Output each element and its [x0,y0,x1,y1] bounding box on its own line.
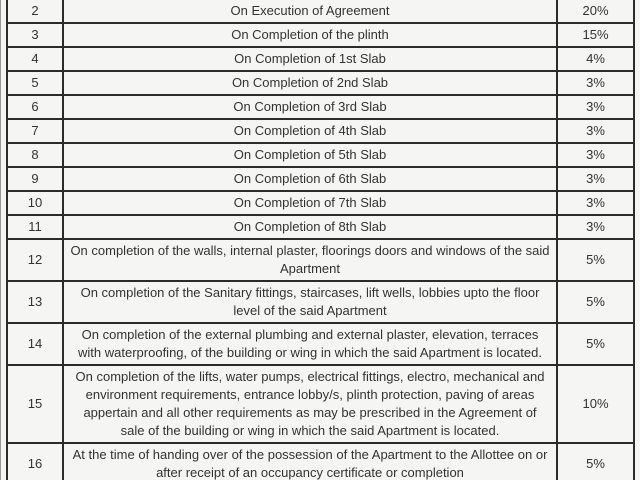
table-row [7,215,634,239]
serial-number-cell: 3 [7,23,63,47]
table-row [7,167,634,191]
serial-number-cell: 13 [7,281,63,323]
serial-number-cell: 14 [7,323,63,365]
percentage-cell: 3% [557,215,634,239]
percentage-cell: 5% [557,443,634,480]
milestone-description-cell: On Completion of 1st Slab [63,47,557,71]
serial-number-cell: 10 [7,191,63,215]
serial-number-cell: 6 [7,95,63,119]
milestone-description-cell: At the time of handing over of the possession of the Apartment to the Allottee on or after receipt of an occupancy certificate or completion [63,443,557,480]
table-row [7,191,634,215]
serial-number-cell: 5 [7,71,63,95]
milestone-description-cell: On Completion of 7th Slab [63,191,557,215]
payment-schedule-body [7,0,634,480]
percentage-cell: 5% [557,239,634,281]
serial-number-cell: 11 [7,215,63,239]
milestone-description-cell: On Completion of 5th Slab [63,143,557,167]
milestone-description-cell: On completion of the lifts, water pumps, electrical fittings, electro, mechanical and environment requirements, entrance lobby/s, plinth protection, paving of areas appertain and all other requirements as may be prescribed in the Agreement of sale of the building or wing in which the said Apartment is located. [63,365,557,443]
percentage-cell: 3% [557,71,634,95]
milestone-description-cell: On Completion of 8th Slab [63,215,557,239]
table-row [7,71,634,95]
percentage-cell: 3% [557,143,634,167]
percentage-cell: 4% [557,47,634,71]
percentage-cell: 15% [557,23,634,47]
milestone-description-cell: On completion of the Sanitary fittings, staircases, lift wells, lobbies upto the floor level of the said Apartment [63,281,557,323]
milestone-description-cell: On Completion of the plinth [63,23,557,47]
serial-number-cell: 15 [7,365,63,443]
table-row [7,119,634,143]
table-row [7,0,634,23]
percentage-cell: 20% [557,0,634,23]
milestone-description-cell: On Completion of 2nd Slab [63,71,557,95]
table-row [7,365,634,443]
serial-number-cell: 4 [7,47,63,71]
milestone-description-cell: On Completion of 4th Slab [63,119,557,143]
milestone-description-cell: On Completion of 6th Slab [63,167,557,191]
scan-edge-artifact [0,0,1,480]
milestone-description-cell: On Completion of 3rd Slab [63,95,557,119]
payment-schedule-table [6,0,635,480]
serial-number-cell: 2 [7,0,63,23]
percentage-cell: 3% [557,95,634,119]
table-row [7,95,634,119]
table-row [7,143,634,167]
percentage-cell: 5% [557,281,634,323]
percentage-cell: 10% [557,365,634,443]
table-row [7,323,634,365]
table-row [7,239,634,281]
serial-number-cell: 9 [7,167,63,191]
milestone-description-cell: On Execution of Agreement [63,0,557,23]
table-row [7,443,634,480]
serial-number-cell: 7 [7,119,63,143]
percentage-cell: 3% [557,167,634,191]
percentage-cell: 5% [557,323,634,365]
percentage-cell: 3% [557,191,634,215]
milestone-description-cell: On completion of the external plumbing and external plaster, elevation, terraces with waterproofing, of the building or wing in which the said Apartment is located. [63,323,557,365]
serial-number-cell: 16 [7,443,63,480]
table-row [7,281,634,323]
table-row [7,47,634,71]
serial-number-cell: 8 [7,143,63,167]
table-row [7,23,634,47]
percentage-cell: 3% [557,119,634,143]
serial-number-cell: 12 [7,239,63,281]
milestone-description-cell: On completion of the walls, internal plaster, floorings doors and windows of the said Apartment [63,239,557,281]
